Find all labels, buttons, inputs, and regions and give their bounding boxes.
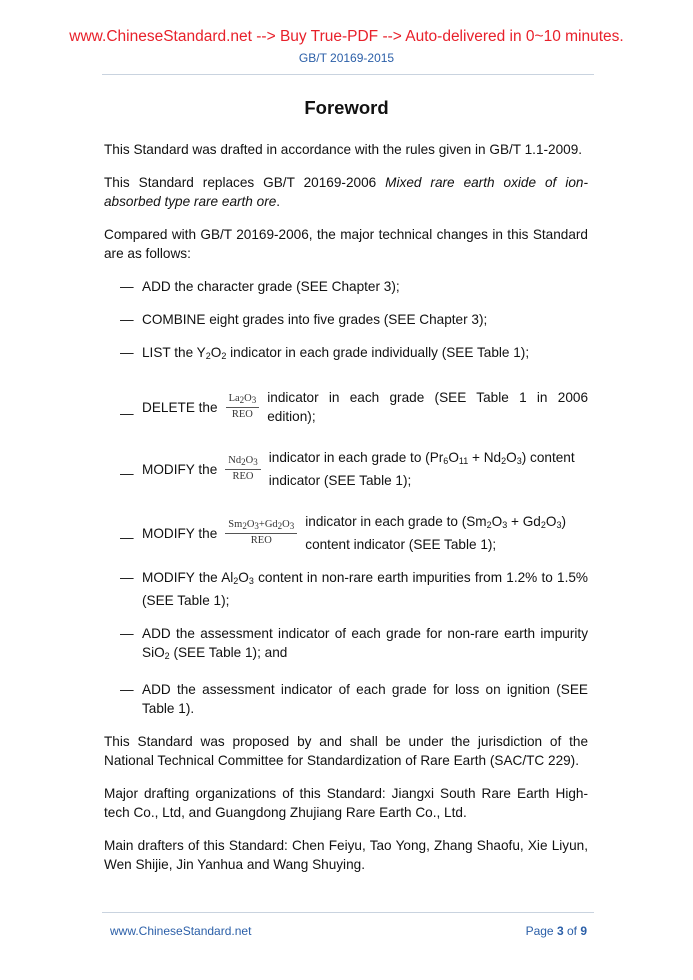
list-dash: — <box>120 570 134 585</box>
foreword-body <box>104 140 588 888</box>
change-item: — MODIFY the $Al_2O_3$ content in non-rare earth impurities from 1.2% to 1.5% (SEE Table 1); <box>120 570 589 608</box>
change-item: — MODIFY the $\frac{Nd_2O_3}{\text{REO}}$ indicator in each grade to $(Pr_6O_{11} + Nd_2O_3)$ content indicator (SEE Table 1); <box>120 450 575 488</box>
change-item: — MODIFY the $\frac{Sm_2O_3+Gd_2O_3}{\text{REO}}$ indicator in each grade to $(Sm_2O_3 + Gd_2O_3)$ content indicator (SEE Table 1); <box>120 514 567 552</box>
list-dash: — <box>120 345 134 360</box>
header-divider <box>102 74 594 75</box>
list-dash: — <box>120 406 134 421</box>
replacement-paragraph: This Standard replaces GB/T 20169-2006 Mixed rare earth oxide of ion-absorbed type rare earth ore. <box>104 175 588 209</box>
current-page-number: 3 <box>556 924 564 938</box>
change-item: — COMBINE eight grades into five grades (SEE Chapter 3); <box>120 312 488 327</box>
list-dash: — <box>120 530 134 545</box>
sm2o3-gd2o3-reo-fraction: $\frac{Sm_2O_3+Gd_2O_3}{\text{REO}}$ <box>225 519 297 547</box>
drafting-rules-paragraph: This Standard was drafted in accordance with the rules given in GB/T 1.1-2009. <box>104 142 583 157</box>
page-indicator: Page 3 of 9 <box>525 924 587 938</box>
change-item: — ADD the assessment indicator of each grade for non-rare earth impurity SiO$_2$ (SEE Table 1); and <box>120 626 588 661</box>
drafters-paragraph: Main drafters of this Standard: Chen Feiyu, Tao Yong, Zhang Shaofu, Xie Liyun, Wen Shijie, Jin Yanhua and Wang Shuying. <box>104 838 588 872</box>
list-dash: — <box>120 466 134 481</box>
drafting-organizations-paragraph: Major drafting organizations of this Standard: Jiangxi South Rare Earth High-tech Co., Ltd, and Guangdong Zhujiang Rare Earth Co., Ltd. <box>104 786 588 820</box>
document-number: GB/T 20169-2015 <box>298 51 395 65</box>
total-page-count: 9 <box>580 924 587 938</box>
list-dash: — <box>120 682 134 697</box>
page-title: Foreword <box>304 97 389 118</box>
footer-divider <box>102 912 594 913</box>
change-item: — ADD the assessment indicator of each grade for loss on ignition (SEE Table 1). <box>120 682 588 716</box>
change-item: — ADD the character grade (SEE Chapter 3); <box>120 279 400 294</box>
list-dash: — <box>120 312 134 327</box>
change-item: — DELETE the $\frac{La_2O_3}{\text{REO}}$ indicator in each grade (SEE Table 1 in 2006 edition); <box>120 390 588 424</box>
replaced-standard-title: Mixed rare earth oxide of ion-absorbed type rare earth ore <box>104 175 588 209</box>
list-dash: — <box>120 626 134 641</box>
la2o3-reo-fraction: $\frac{La_2O_3}{\text{REO}}$ <box>226 393 260 421</box>
jurisdiction-paragraph: This Standard was proposed by and shall be under the jurisdiction of the National Technical Committee for Standardization of Rare Earth (SAC/TC 229). <box>104 734 588 768</box>
list-dash: — <box>120 279 134 294</box>
nd2o3-reo-fraction: $\frac{Nd_2O_3}{\text{REO}}$ <box>225 455 260 483</box>
changes-intro-paragraph: Compared with GB/T 20169-2006, the major technical changes in this Standard are as follows: <box>104 227 588 261</box>
change-item: — LIST the $Y_2O_2$ indicator in each grade individually (SEE Table 1); <box>120 345 530 361</box>
header-banner[interactable]: www.ChineseStandard.net --> Buy True-PDF --> Auto-delivered in 0~10 minutes. <box>69 28 624 45</box>
footer-site-link[interactable]: www.ChineseStandard.net <box>110 924 252 938</box>
